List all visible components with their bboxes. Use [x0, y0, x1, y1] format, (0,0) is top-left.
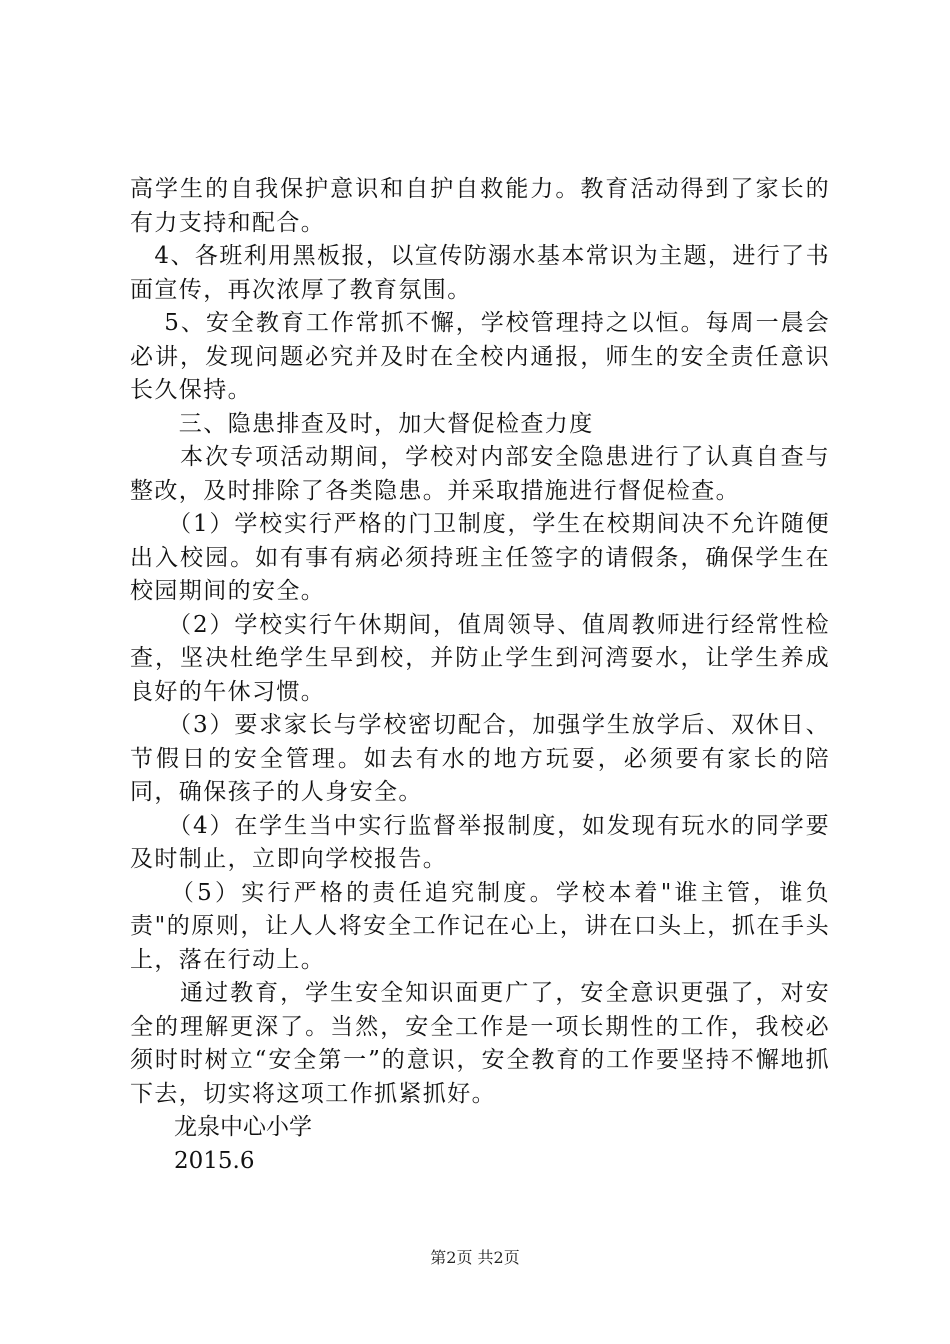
- section-heading: 三、隐患排查及时，加大督促检查力度: [130, 410, 594, 437]
- paragraph: 高学生的自我保护意识和自护自救能力。教育活动得到了家长的有力支持和配合。: [130, 176, 830, 236]
- paragraph: 通过教育，学生安全知识面更广了，安全意识更强了，对安全的理解更深了。当然，安全工作是一项长期性的工作，我校必须时时树立“安全第一”的意识，安全教育的工作要坚持不懈地抓下去，切实将这项工作抓紧抓好。: [130, 980, 830, 1107]
- paragraph: （4）在学生当中实行监督举报制度，如发现有玩水的同学要及时制止，立即向学校报告。: [130, 812, 830, 872]
- signature: 龙泉中心小学: [174, 1114, 312, 1140]
- paragraph: （2）学校实行午休期间，值周领导、值周教师进行经常性检查，坚决杜绝学生早到校，并防止学生到河湾耍水，让学生养成良好的午休习惯。: [130, 611, 830, 705]
- paragraph: 本次专项活动期间，学校对内部安全隐患进行了认真自查与整改，及时排除了各类隐患。并采取措施进行督促检查。: [130, 444, 830, 504]
- paragraph: （1）学校实行严格的门卫制度，学生在校期间决不允许随便出入校园。如有事有病必须持班主任签字的请假条，确保学生在校园期间的安全。: [130, 511, 830, 604]
- document-body: [130, 173, 830, 1178]
- page-footer: 第2页 共2页: [430, 1248, 520, 1267]
- date: 2015.6: [174, 1147, 255, 1174]
- paragraph: 5、安全教育工作常抓不懈，学校管理持之以恒。每周一晨会必讲，发现问题必究并及时在全校内通报，师生的安全责任意识长久保持。: [130, 310, 830, 403]
- paragraph: （5）实行严格的责任追究制度。学校本着"谁主管，谁负责"的原则，让人人将安全工作记在心上，讲在口头上，抓在手头上，落在行动上。: [130, 879, 830, 973]
- paragraph: （3）要求家长与学校密切配合，加强学生放学后、双休日、节假日的安全管理。如去有水的地方玩耍，必须要有家长的陪同，确保孩子的人身安全。: [130, 712, 830, 805]
- paragraph: 4、各班利用黑板报，以宣传防溺水基本常识为主题，进行了书面宣传，再次浓厚了教育氛围。: [130, 243, 830, 303]
